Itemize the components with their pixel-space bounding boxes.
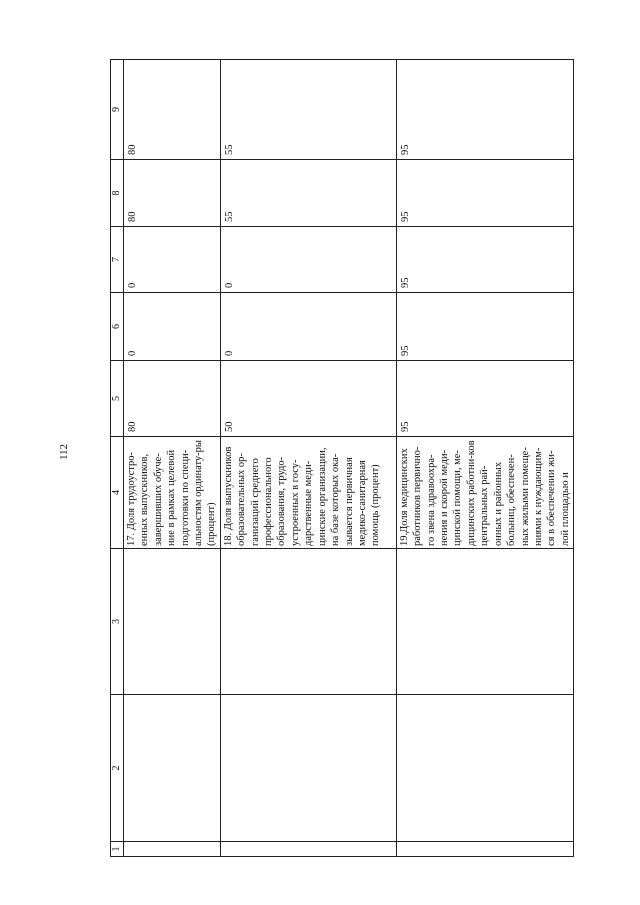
col-header-8: 8 — [111, 160, 124, 227]
value-cell: 80 — [124, 361, 221, 437]
col-header-6: 6 — [111, 293, 124, 361]
table-row — [124, 60, 221, 857]
value-cell: 95 — [396, 160, 573, 227]
empty-cell — [220, 842, 396, 857]
value-cell: 0 — [124, 227, 221, 293]
empty-cell — [396, 842, 573, 857]
empty-cell — [396, 695, 573, 842]
value-cell: 0 — [124, 293, 221, 361]
col-header-7: 7 — [111, 227, 124, 293]
empty-cell — [124, 695, 221, 842]
value-cell: 50 — [220, 361, 396, 437]
col-header-5: 5 — [111, 361, 124, 437]
empty-cell — [220, 549, 396, 695]
column-number-row — [111, 60, 124, 857]
value-cell: 80 — [124, 60, 221, 160]
value-cell: 95 — [396, 361, 573, 437]
value-cell: 80 — [124, 160, 221, 227]
indicator-cell: 18. Доля выпускников образовательных ор-ганизаций среднего профессионального образования, трудо-устроенных в госу-дарственные меди-цинские организации, на базе которых ока-зывается первичная медико-санитарная помощь (процент) — [220, 437, 396, 549]
empty-cell — [124, 842, 221, 857]
indicator-cell: 19.Доля медицинских работников первично-го звена здравоохра-нения и скорой меди-цинской помощи, ме-дицинских работни-ков центральных рай-онных и районных больниц, обеспечен-ных жилыми помеще-ниями к нуждающим-ся в обеспечении жи-лой площадью и — [396, 437, 573, 549]
col-header-3: 3 — [111, 549, 124, 695]
value-cell: 0 — [220, 293, 396, 361]
value-cell: 0 — [220, 227, 396, 293]
indicator-table-rotated — [110, 60, 572, 857]
value-cell: 95 — [396, 60, 573, 160]
value-cell: 95 — [396, 293, 573, 361]
value-cell: 55 — [220, 60, 396, 160]
page-number: 112 — [58, 443, 70, 461]
table-row — [220, 60, 396, 857]
col-header-2: 2 — [111, 695, 124, 842]
table-row — [396, 60, 573, 857]
col-header-1: 1 — [111, 842, 124, 857]
col-header-9: 9 — [111, 60, 124, 160]
empty-cell — [124, 549, 221, 695]
col-header-4: 4 — [111, 437, 124, 549]
empty-cell — [220, 695, 396, 842]
indicator-cell: 17. Доля трудоустро-енных выпускников, завершивших обуче-ние в рамках целевой подготовки по специ-альностям ординату-ры (процент) — [124, 437, 221, 549]
value-cell: 55 — [220, 160, 396, 227]
indicator-table — [110, 59, 574, 857]
empty-cell — [396, 549, 573, 695]
value-cell: 95 — [396, 227, 573, 293]
